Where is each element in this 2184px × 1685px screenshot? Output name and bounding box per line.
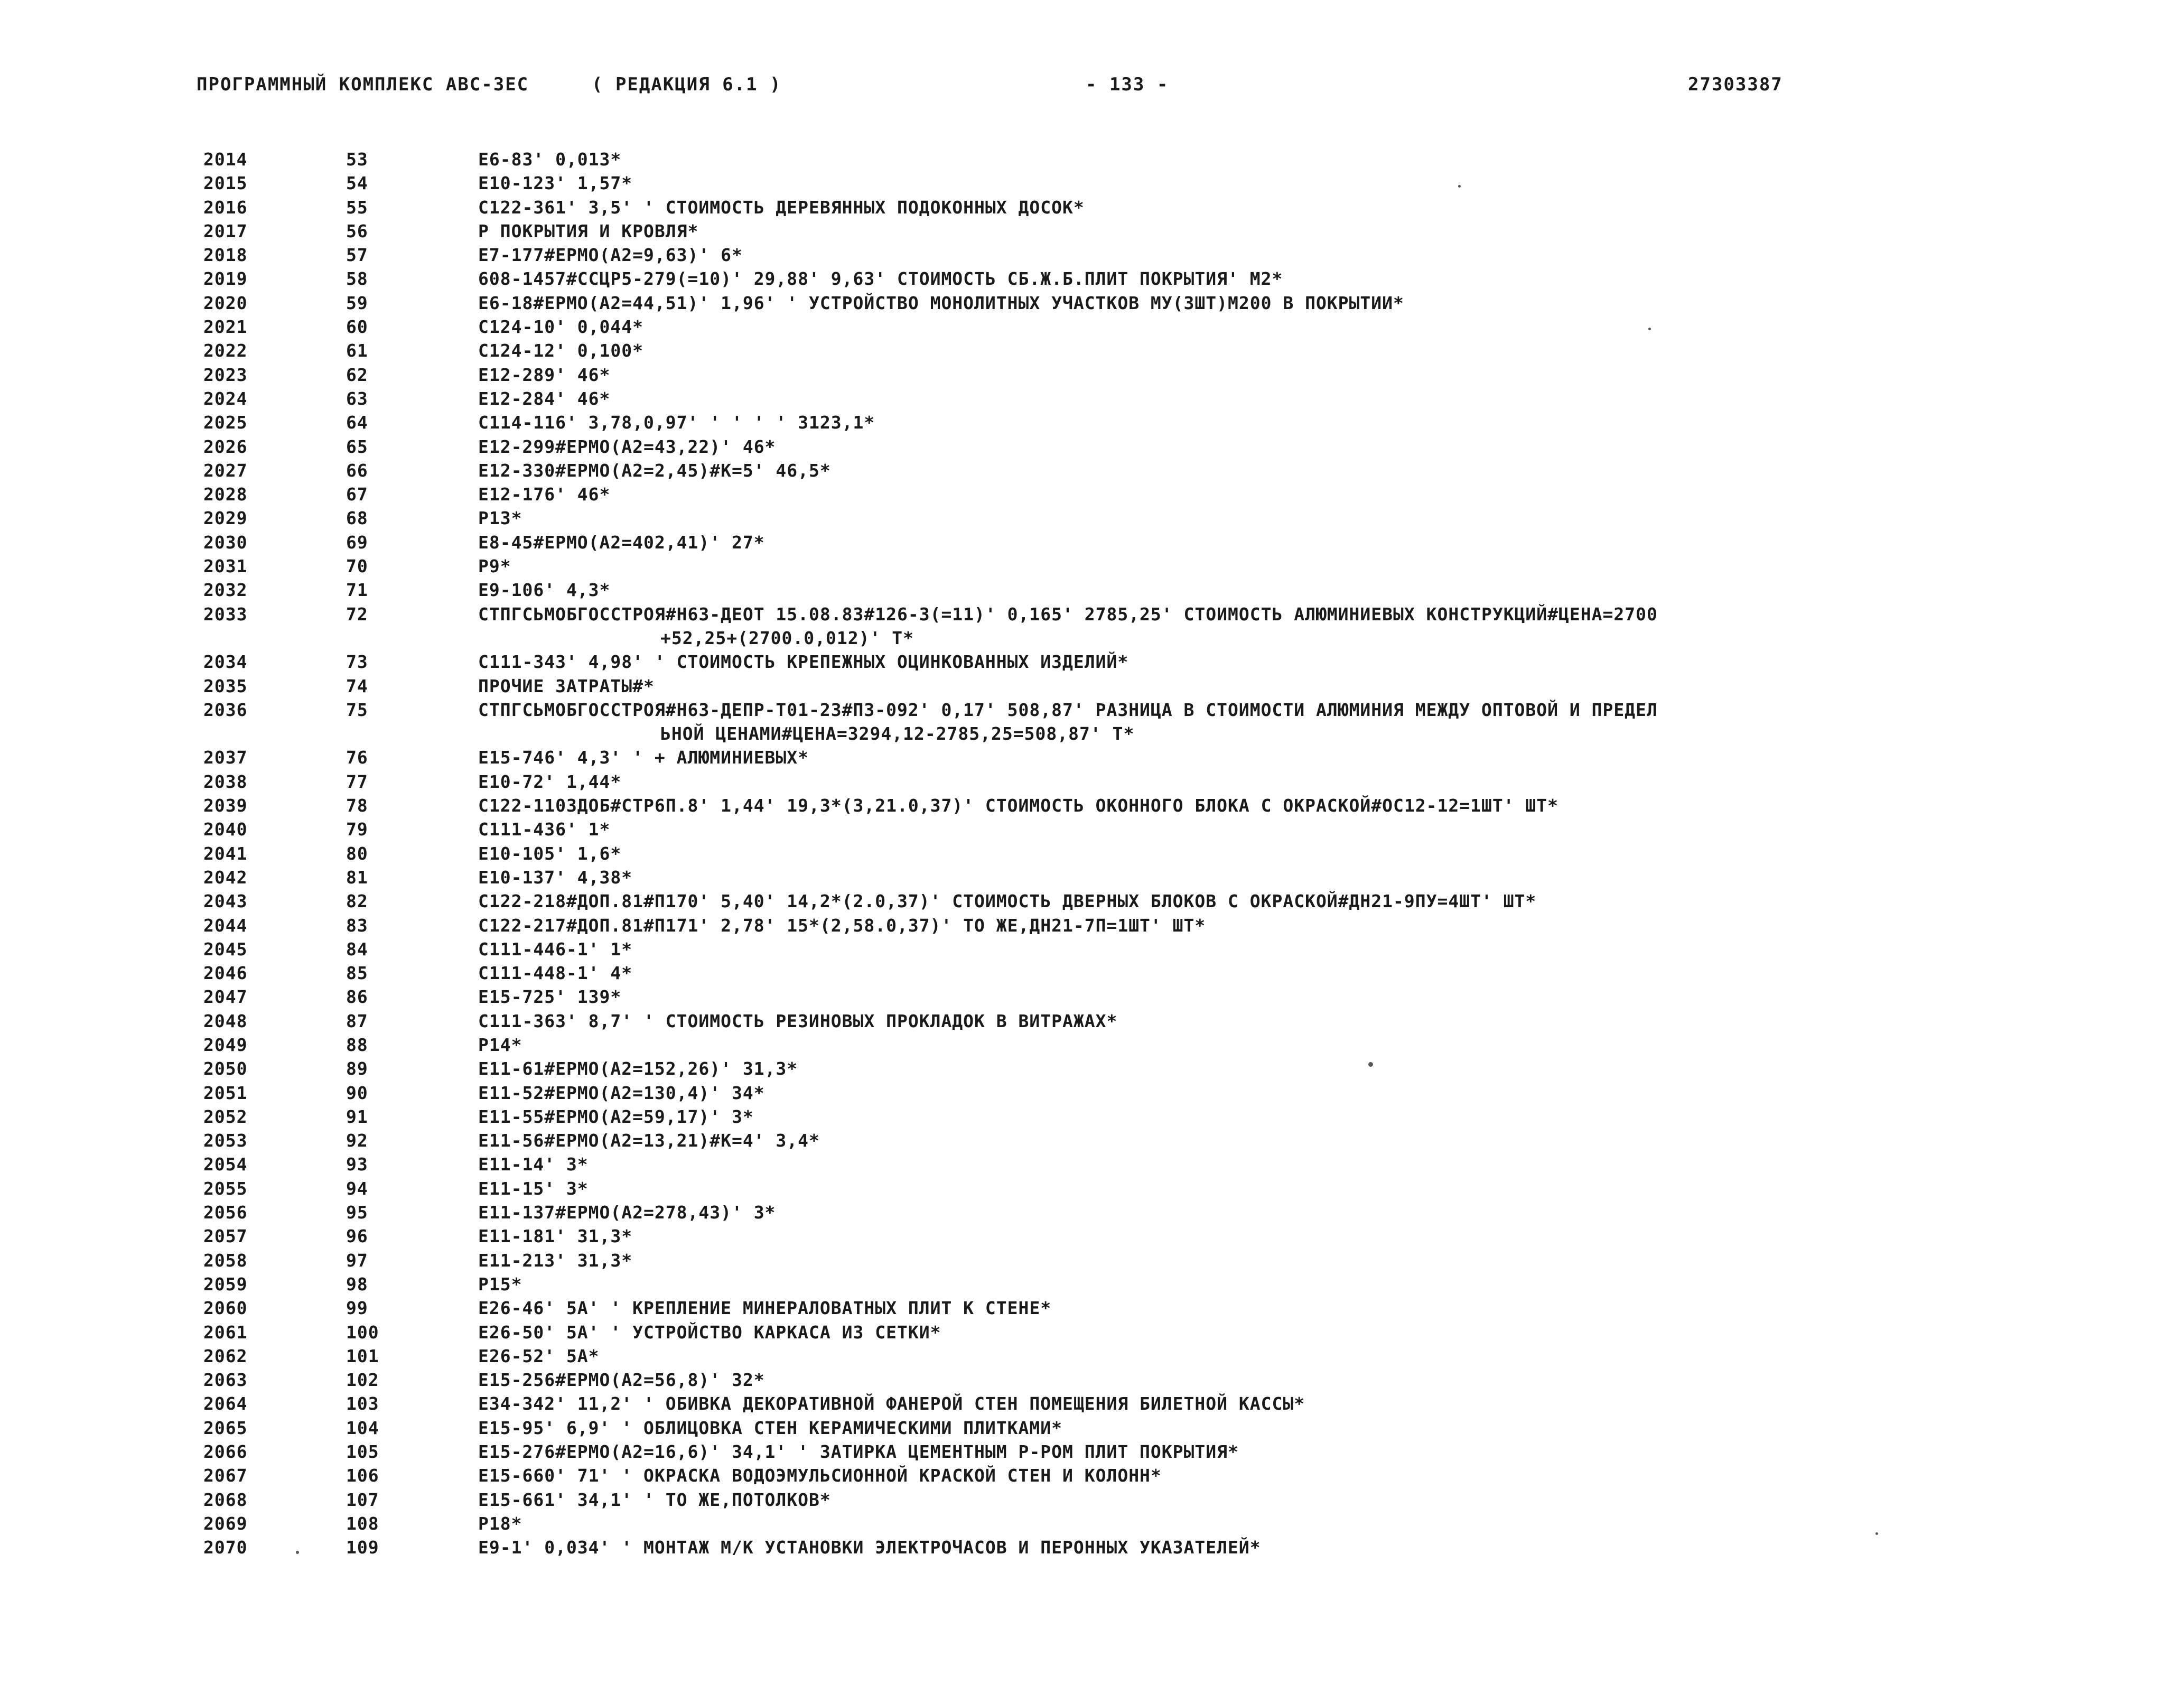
- sequence-number: 2034: [203, 651, 248, 673]
- sequence-number: 2031: [203, 556, 248, 577]
- sequence-number: 2038: [203, 771, 248, 792]
- listing-row: [0, 1465, 2184, 1489]
- sequence-number: 2032: [203, 580, 248, 601]
- sequence-number: 2062: [203, 1345, 248, 1366]
- line-number: 104: [346, 1417, 379, 1438]
- line-number: 109: [346, 1537, 379, 1558]
- listing-row: [0, 939, 2184, 963]
- continuation-row: [0, 723, 2184, 747]
- listing-row: [0, 221, 2184, 245]
- listing-row: [0, 1489, 2184, 1513]
- line-number: 90: [346, 1082, 368, 1103]
- sequence-number: 2051: [203, 1082, 248, 1103]
- sequence-number: 2064: [203, 1393, 248, 1414]
- line-number: 60: [346, 316, 368, 338]
- statement-text: Е6-18#ЕРМО(А2=44,51)' 1,96' ' УСТРОЙСТВО МОНОЛИТНЫХ УЧАСТКОВ МУ(3ШТ)М200 В ПОКРЫТИИ*: [478, 292, 1404, 313]
- listing-row: [0, 795, 2184, 819]
- statement-text: Е12-299#ЕРМО(А2=43,22)' 46*: [478, 436, 776, 457]
- statement-text: Е15-276#ЕРМО(А2=16,6)' 34,1' ' ЗАТИРКА ЦЕМЕНТНЫМ Р-РОМ ПЛИТ ПОКРЫТИЯ*: [478, 1441, 1239, 1463]
- statement-text: С122-218#ДОП.81#П170' 5,40' 14,2*(2.0,37)' СТОИМОСТЬ ДВЕРНЫХ БЛОКОВ С ОКРАСКОЙ#ДН21-9ПУ=4ШТ' ШТ*: [478, 891, 1537, 912]
- listing-row: [0, 365, 2184, 388]
- line-number: 102: [346, 1370, 379, 1391]
- sequence-number: 2024: [203, 388, 248, 409]
- listing-row: [0, 1298, 2184, 1321]
- statement-text: Е10-123' 1,57*: [478, 173, 633, 194]
- statement-text: Е10-137' 4,38*: [478, 867, 633, 888]
- listing-row: [0, 1513, 2184, 1537]
- line-number: 59: [346, 292, 368, 313]
- listing-row: [0, 508, 2184, 532]
- line-number: 67: [346, 484, 368, 505]
- statement-text: Е10-105' 1,6*: [478, 843, 622, 864]
- sequence-number: 2039: [203, 795, 248, 816]
- listing-row: [0, 412, 2184, 436]
- statement-text: Е15-95' 6,9' ' ОБЛИЦОВКА СТЕН КЕРАМИЧЕСКИМИ ПЛИТКАМИ*: [478, 1417, 1062, 1438]
- sequence-number: 2016: [203, 197, 248, 218]
- listing-row: [0, 819, 2184, 843]
- line-number: 85: [346, 963, 368, 984]
- sequence-number: 2055: [203, 1178, 248, 1199]
- listing-row: [0, 915, 2184, 939]
- sequence-number: 2059: [203, 1273, 248, 1295]
- line-number: 105: [346, 1441, 379, 1463]
- sequence-number: 2060: [203, 1298, 248, 1319]
- listing-row: [0, 1226, 2184, 1250]
- statement-text: Е12-330#ЕРМО(А2=2,45)#К=5' 46,5*: [478, 460, 831, 481]
- listing-row: [0, 532, 2184, 556]
- listing-row: [0, 293, 2184, 316]
- line-number: 72: [346, 603, 368, 625]
- statement-text: Е12-176' 46*: [478, 484, 611, 505]
- sequence-number: 2018: [203, 245, 248, 266]
- statement-text: Е26-46' 5А' ' КРЕПЛЕНИЕ МИНЕРАЛОВАТНЫХ ПЛИТ К СТЕНЕ*: [478, 1298, 1052, 1319]
- statement-text: С111-448-1' 4*: [478, 963, 633, 984]
- line-number: 53: [346, 149, 368, 170]
- line-number: 84: [346, 938, 368, 960]
- statement-text: Е11-181' 31,3*: [478, 1226, 633, 1247]
- listing-row: [0, 1106, 2184, 1130]
- statement-text: С122-361' 3,5' ' СТОИМОСТЬ ДЕРЕВЯННЫХ ПОДОКОННЫХ ДОСОК*: [478, 197, 1085, 218]
- line-number: 55: [346, 197, 368, 218]
- listing-row: [0, 245, 2184, 268]
- listing-row: [0, 1537, 2184, 1561]
- sequence-number: 2030: [203, 532, 248, 553]
- line-number: 68: [346, 508, 368, 529]
- listing-row: [0, 1130, 2184, 1154]
- statement-text: С124-12' 0,100*: [478, 340, 644, 361]
- statement-text: Е12-289' 46*: [478, 364, 611, 385]
- sequence-number: 2050: [203, 1058, 248, 1079]
- listing-row: [0, 1250, 2184, 1274]
- edition-label: ( РЕДАКЦИЯ 6.1 ): [592, 74, 782, 95]
- line-number: 54: [346, 173, 368, 194]
- sequence-number: 2043: [203, 891, 248, 912]
- sequence-number: 2040: [203, 819, 248, 840]
- sequence-number: 2021: [203, 316, 248, 338]
- sequence-number: 2068: [203, 1489, 248, 1510]
- sequence-number: 2069: [203, 1513, 248, 1534]
- statement-text: Е9-106' 4,3*: [478, 580, 611, 601]
- line-number: 76: [346, 747, 368, 768]
- listing-row: [0, 1346, 2184, 1370]
- listing-row: [0, 340, 2184, 364]
- listing-row: [0, 1178, 2184, 1202]
- line-number: 61: [346, 340, 368, 361]
- sequence-number: 2066: [203, 1441, 248, 1463]
- sequence-number: 2029: [203, 508, 248, 529]
- page-number: - 133 -: [1086, 74, 1169, 95]
- line-number: 80: [346, 843, 368, 864]
- line-number: 83: [346, 915, 368, 936]
- line-number: 78: [346, 795, 368, 816]
- listing-row: [0, 388, 2184, 412]
- listing-row: [0, 197, 2184, 221]
- statement-text: С122-217#ДОП.81#П171' 2,78' 15*(2,58.0,37)' ТО ЖЕ,ДН21-7П=1ШТ' ШТ*: [478, 915, 1206, 936]
- listing-row: [0, 149, 2184, 173]
- listing-row: [0, 268, 2184, 292]
- line-number: 95: [346, 1202, 368, 1223]
- statement-text: ПРОЧИЕ ЗАТРАТЫ#*: [478, 675, 655, 696]
- line-number: 62: [346, 364, 368, 385]
- line-number: 87: [346, 1010, 368, 1031]
- statement-text: Е15-256#ЕРМО(А2=56,8)' 32*: [478, 1370, 765, 1391]
- line-number: 106: [346, 1465, 379, 1486]
- listing-row: [0, 1370, 2184, 1393]
- line-number: 88: [346, 1034, 368, 1055]
- listing-row: [0, 1083, 2184, 1106]
- sequence-number: 2015: [203, 173, 248, 194]
- sequence-number: 2048: [203, 1010, 248, 1031]
- listing-row: [0, 843, 2184, 867]
- sequence-number: 2019: [203, 268, 248, 290]
- statement-text: Е7-177#ЕРМО(А2=9,63)' 6*: [478, 245, 743, 266]
- sequence-number: 2020: [203, 292, 248, 313]
- sequence-number: 2067: [203, 1465, 248, 1486]
- sequence-number: 2033: [203, 603, 248, 625]
- line-number: 97: [346, 1250, 368, 1271]
- listing-row: [0, 986, 2184, 1010]
- sequence-number: 2036: [203, 699, 248, 720]
- statement-text: Е11-14' 3*: [478, 1154, 589, 1175]
- line-number: 70: [346, 556, 368, 577]
- statement-text: Е34-342' 11,2' ' ОБИВКА ДЕКОРАТИВНОЙ ФАНЕРОЙ СТЕН ПОМЕЩЕНИЯ БИЛЕТНОЙ КАССЫ*: [478, 1393, 1305, 1414]
- statement-text: Е11-52#ЕРМО(А2=130,4)' 34*: [478, 1082, 765, 1103]
- statement-text: Е26-50' 5А' ' УСТРОЙСТВО КАРКАСА ИЗ СЕТКИ*: [478, 1321, 941, 1343]
- listing-row: [0, 891, 2184, 915]
- statement-text: Е15-725' 139*: [478, 986, 622, 1008]
- line-number: 103: [346, 1393, 379, 1414]
- scan-speck: [1648, 328, 1651, 330]
- continuation-row: [0, 628, 2184, 651]
- statement-text: С114-116' 3,78,0,97' ' ' ' ' 3123,1*: [478, 412, 875, 433]
- sequence-number: 2026: [203, 436, 248, 457]
- line-number: 100: [346, 1321, 379, 1343]
- scan-speck: [1458, 185, 1461, 188]
- statement-text: С111-363' 8,7' ' СТОИМОСТЬ РЕЗИНОВЫХ ПРОКЛАДОК В ВИТРАЖАХ*: [478, 1010, 1118, 1031]
- statement-text: С111-343' 4,98' ' СТОИМОСТЬ КРЕПЕЖНЫХ ОЦИНКОВАННЫХ ИЗДЕЛИЙ*: [478, 651, 1129, 673]
- statement-text: Е11-61#ЕРМО(А2=152,26)' 31,3*: [478, 1058, 798, 1079]
- sequence-number: 2023: [203, 364, 248, 385]
- statement-text: С111-446-1' 1*: [478, 938, 633, 960]
- sequence-number: 2045: [203, 938, 248, 960]
- listing-row: [0, 316, 2184, 340]
- statement-text: Р14*: [478, 1034, 522, 1055]
- sequence-number: 2037: [203, 747, 248, 768]
- statement-text: Е15-660' 71' ' ОКРАСКА ВОДОЭМУЛЬСИОННОЙ КРАСКОЙ СТЕН И КОЛОНН*: [478, 1465, 1162, 1486]
- listing-row: [0, 556, 2184, 580]
- listing-row: [0, 484, 2184, 508]
- statement-text: Е10-72' 1,44*: [478, 771, 622, 792]
- line-number: 69: [346, 532, 368, 553]
- statement-text: Р13*: [478, 508, 522, 529]
- statement-text: Е11-15' 3*: [478, 1178, 589, 1199]
- line-number: 77: [346, 771, 368, 792]
- statement-text: Е8-45#ЕРМО(А2=402,41)' 27*: [478, 532, 765, 553]
- listing-row: [0, 1058, 2184, 1082]
- line-number: 57: [346, 245, 368, 266]
- line-number: 65: [346, 436, 368, 457]
- statement-text: СТПГСЬМОБГОССТРОЯ#Н63-ДЕПР-Т01-23#П3-092' 0,17' 508,87' РАЗНИЦА В СТОИМОСТИ АЛЮМИНИЯ МЕЖДУ ОПТОВОЙ И ПРЕДЕЛ: [478, 699, 1658, 720]
- program-title: ПРОГРАММНЫЙ КОМПЛЕКС АВС-3ЕС: [197, 74, 529, 95]
- line-number: 98: [346, 1273, 368, 1295]
- statement-text: Е12-284' 46*: [478, 388, 611, 409]
- listing-row: [0, 1441, 2184, 1465]
- line-number: 89: [346, 1058, 368, 1079]
- sequence-number: 2042: [203, 867, 248, 888]
- statement-text: 608-1457#ССЦР5-279(=10)' 29,88' 9,63' СТОИМОСТЬ СБ.Ж.Б.ПЛИТ ПОКРЫТИЯ' М2*: [478, 268, 1283, 290]
- line-number: 91: [346, 1106, 368, 1127]
- line-number: 86: [346, 986, 368, 1008]
- line-number: 79: [346, 819, 368, 840]
- line-number: 73: [346, 651, 368, 673]
- listing-row: [0, 436, 2184, 460]
- sequence-number: 2063: [203, 1370, 248, 1391]
- listing-row: [0, 1154, 2184, 1178]
- sequence-number: 2017: [203, 220, 248, 241]
- statement-text: Р15*: [478, 1273, 522, 1295]
- line-number: 101: [346, 1345, 379, 1366]
- line-number: 81: [346, 867, 368, 888]
- listing-row: [0, 1011, 2184, 1035]
- listing-row: [0, 580, 2184, 603]
- line-number: 93: [346, 1154, 368, 1175]
- line-number: 92: [346, 1130, 368, 1151]
- sequence-number: 2035: [203, 675, 248, 696]
- sequence-number: 2027: [203, 460, 248, 481]
- line-number: 63: [346, 388, 368, 409]
- statement-text: Е11-137#ЕРМО(А2=278,43)' 3*: [478, 1202, 776, 1223]
- line-number: 108: [346, 1513, 379, 1534]
- statement-text: Е6-83' 0,013*: [478, 149, 622, 170]
- statement-text: С124-10' 0,044*: [478, 316, 644, 338]
- listing-row: [0, 1418, 2184, 1441]
- statement-text: ЬНОЙ ЦЕНАМИ#ЦЕНА=3294,12-2785,25=508,87' Т*: [660, 723, 1135, 744]
- sequence-number: 2046: [203, 963, 248, 984]
- scan-speck: [1368, 1062, 1373, 1067]
- line-number: 94: [346, 1178, 368, 1199]
- listing-row: [0, 604, 2184, 628]
- statement-text: Р9*: [478, 556, 511, 577]
- sequence-number: 2058: [203, 1250, 248, 1271]
- statement-text: С111-436' 1*: [478, 819, 611, 840]
- line-number: 82: [346, 891, 368, 912]
- listing-row: [0, 1393, 2184, 1417]
- sequence-number: 2057: [203, 1226, 248, 1247]
- listing-row: [0, 747, 2184, 771]
- listing-row: [0, 963, 2184, 986]
- sequence-number: 2041: [203, 843, 248, 864]
- sequence-number: 2061: [203, 1321, 248, 1343]
- statement-text: Е26-52' 5А*: [478, 1345, 600, 1366]
- scan-speck: [1875, 1532, 1878, 1535]
- line-number: 74: [346, 675, 368, 696]
- sequence-number: 2056: [203, 1202, 248, 1223]
- line-number: 66: [346, 460, 368, 481]
- sequence-number: 2054: [203, 1154, 248, 1175]
- statement-text: Е11-55#ЕРМО(А2=59,17)' 3*: [478, 1106, 754, 1127]
- listing-row: [0, 700, 2184, 723]
- statement-text: Е15-746' 4,3' ' + АЛЮМИНИЕВЫХ*: [478, 747, 809, 768]
- sequence-number: 2025: [203, 412, 248, 433]
- sequence-number: 2044: [203, 915, 248, 936]
- line-number: 99: [346, 1298, 368, 1319]
- listing-row: [0, 1202, 2184, 1226]
- listing-row: [0, 676, 2184, 700]
- sequence-number: 2028: [203, 484, 248, 505]
- listing-row: [0, 867, 2184, 891]
- line-number: 96: [346, 1226, 368, 1247]
- document-code: 27303387: [1688, 74, 1783, 95]
- line-number: 64: [346, 412, 368, 433]
- sequence-number: 2053: [203, 1130, 248, 1151]
- sequence-number: 2049: [203, 1034, 248, 1055]
- statement-text: Р ПОКРЫТИЯ И КРОВЛЯ*: [478, 220, 699, 241]
- statement-text: С122-1103ДОБ#СТР6П.8' 1,44' 19,3*(3,21.0,37)' СТОИМОСТЬ ОКОННОГО БЛОКА С ОКРАСКОЙ#ОС12-12=1ШТ' ШТ*: [478, 795, 1559, 816]
- sequence-number: 2022: [203, 340, 248, 361]
- sequence-number: 2052: [203, 1106, 248, 1127]
- listing-row: [0, 173, 2184, 197]
- statement-text: Е15-661' 34,1' ' ТО ЖЕ,ПОТОЛКОВ*: [478, 1489, 831, 1510]
- sequence-number: 2070: [203, 1537, 248, 1558]
- line-number: 71: [346, 580, 368, 601]
- statement-text: +52,25+(2700.0,012)' Т*: [660, 627, 914, 648]
- listing-row: [0, 1274, 2184, 1298]
- sequence-number: 2065: [203, 1417, 248, 1438]
- statement-text: СТПГСЬМОБГОССТРОЯ#Н63-ДЕОТ 15.08.83#126-3(=11)' 0,165' 2785,25' СТОИМОСТЬ АЛЮМИНИЕВЫХ КОНСТРУКЦИЙ#ЦЕНА=2700: [478, 603, 1658, 625]
- listing-row: [0, 460, 2184, 484]
- listing-row: [0, 1322, 2184, 1346]
- statement-text: Е11-213' 31,3*: [478, 1250, 633, 1271]
- line-number: 58: [346, 268, 368, 290]
- statement-text: Р18*: [478, 1513, 522, 1534]
- listing-row: [0, 1035, 2184, 1058]
- listing-body: [0, 149, 2184, 1561]
- line-number: 107: [346, 1489, 379, 1510]
- statement-text: Е11-56#ЕРМО(А2=13,21)#К=4' 3,4*: [478, 1130, 820, 1151]
- listing-row: [0, 771, 2184, 795]
- sequence-number: 2047: [203, 986, 248, 1008]
- sequence-number: 2014: [203, 149, 248, 170]
- line-number: 56: [346, 220, 368, 241]
- scan-speck: [296, 1551, 299, 1554]
- line-number: 75: [346, 699, 368, 720]
- listing-row: [0, 651, 2184, 675]
- statement-text: Е9-1' 0,034' ' МОНТАЖ М/К УСТАНОВКИ ЭЛЕКТРОЧАСОВ И ПЕРОННЫХ УКАЗАТЕЛЕЙ*: [478, 1537, 1261, 1558]
